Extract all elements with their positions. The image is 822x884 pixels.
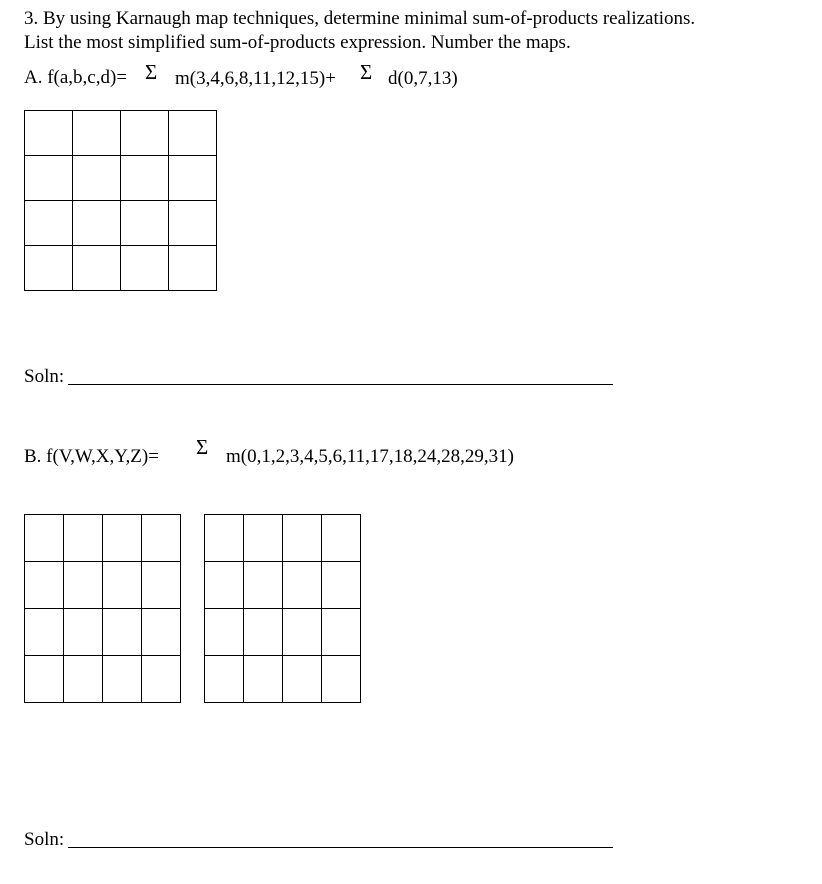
kmap-cell[interactable]	[244, 609, 283, 656]
kmap-cell[interactable]	[244, 515, 283, 562]
kmap-cell[interactable]	[103, 562, 142, 609]
kmap-cell[interactable]	[64, 609, 103, 656]
kmap-cell[interactable]	[103, 609, 142, 656]
kmap-b-left-grid	[24, 514, 181, 703]
kmap-cell[interactable]	[283, 609, 322, 656]
kmap-cell[interactable]	[64, 656, 103, 703]
kmap-cell[interactable]	[25, 111, 73, 156]
kmap-cell[interactable]	[244, 562, 283, 609]
kmap-cell[interactable]	[169, 111, 217, 156]
kmap-cell[interactable]	[25, 609, 64, 656]
sigma-symbol: Σ	[145, 60, 158, 84]
kmap-cell[interactable]	[103, 515, 142, 562]
kmap-cell[interactable]	[169, 246, 217, 291]
part-a-dontcares: d(0,7,13)	[388, 68, 458, 89]
kmap-cell[interactable]	[205, 609, 244, 656]
kmap-cell[interactable]	[142, 562, 181, 609]
kmap-cell[interactable]	[169, 201, 217, 246]
kmap-cell[interactable]	[73, 111, 121, 156]
kmap-cell[interactable]	[283, 515, 322, 562]
answer-line-a[interactable]	[68, 384, 613, 385]
kmap-cell[interactable]	[205, 562, 244, 609]
kmap-cell[interactable]	[283, 562, 322, 609]
kmap-cell[interactable]	[73, 201, 121, 246]
kmap-cell[interactable]	[25, 201, 73, 246]
sigma-symbol: Σ	[196, 435, 209, 459]
sigma-symbol: Σ	[360, 60, 373, 84]
kmap-cell[interactable]	[121, 111, 169, 156]
kmap-cell[interactable]	[64, 515, 103, 562]
soln-label: Soln:	[24, 829, 65, 850]
kmap-cell[interactable]	[103, 656, 142, 703]
kmap-cell[interactable]	[121, 246, 169, 291]
kmap-cell[interactable]	[322, 609, 361, 656]
kmap-cell[interactable]	[205, 515, 244, 562]
answer-line-b[interactable]	[68, 847, 613, 848]
part-a-minterms: m(3,4,6,8,11,12,15)+	[175, 68, 336, 89]
kmap-cell[interactable]	[25, 656, 64, 703]
kmap-cell[interactable]	[322, 562, 361, 609]
kmap-b-right-grid	[204, 514, 361, 703]
kmap-cell[interactable]	[25, 562, 64, 609]
kmap-cell[interactable]	[25, 156, 73, 201]
kmap-cell[interactable]	[205, 656, 244, 703]
kmap-cell[interactable]	[322, 515, 361, 562]
kmap-a-grid	[24, 110, 217, 291]
kmap-cell[interactable]	[142, 656, 181, 703]
kmap-cell[interactable]	[121, 201, 169, 246]
kmap-cell[interactable]	[25, 515, 64, 562]
kmap-cell[interactable]	[322, 656, 361, 703]
kmap-cell[interactable]	[121, 156, 169, 201]
kmap-cell[interactable]	[244, 656, 283, 703]
kmap-cell[interactable]	[169, 156, 217, 201]
kmap-cell[interactable]	[283, 656, 322, 703]
soln-label: Soln:	[24, 366, 65, 387]
kmap-cell[interactable]	[142, 609, 181, 656]
problem-line-1: 3. By using Karnaugh map techniques, determine minimal sum-of-products realizations.	[24, 8, 696, 29]
part-a-prefix: A. f(a,b,c,d)=	[24, 67, 128, 88]
kmap-cell[interactable]	[64, 562, 103, 609]
kmap-cell[interactable]	[142, 515, 181, 562]
kmap-cell[interactable]	[25, 246, 73, 291]
part-b-minterms: m(0,1,2,3,4,5,6,11,17,18,24,28,29,31)	[226, 446, 514, 467]
kmap-cell[interactable]	[73, 246, 121, 291]
problem-line-2: List the most simplified sum-of-products expression. Number the maps.	[24, 32, 571, 53]
kmap-cell[interactable]	[73, 156, 121, 201]
part-b-prefix: B. f(V,W,X,Y,Z)=	[24, 446, 159, 467]
